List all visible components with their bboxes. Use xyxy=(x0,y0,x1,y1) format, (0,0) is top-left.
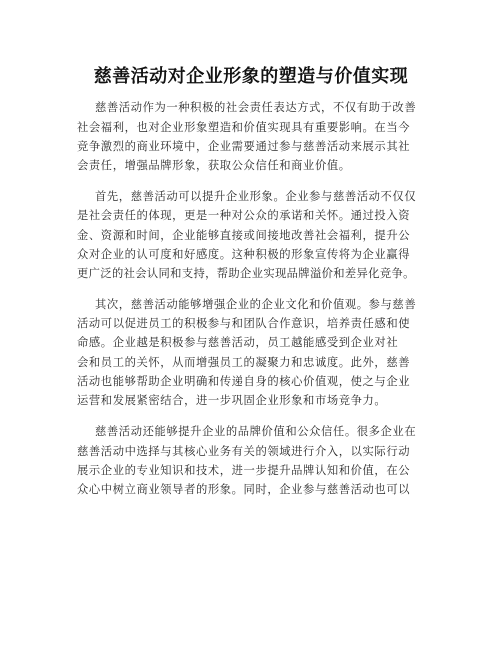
paragraph-3-line-2: 活动可以促进员工的积极参与和团队合作意识，培养责任感和使 xyxy=(77,317,411,330)
paragraph-4-line-3: 展示企业的专业知识和技术，进一步提升品牌认知和价值，在公 xyxy=(77,464,411,477)
paragraph-2-line-2: 是社会责任的体现，更是一种对公众的承诺和关怀。通过投入资 xyxy=(77,209,411,222)
paragraph-4-line-4: 众心中树立商业领导者的形象。同时，企业参与慈善活动也可以 xyxy=(77,483,411,496)
document-title: 慈善活动对企业形象的塑造与价值实现 xyxy=(93,66,409,87)
paragraph-1-line-4: 会责任，增强品牌形象，获取公众信任和商业价值。 xyxy=(77,159,351,172)
paragraph-3-line-6: 运营和发展紧密结合，进一步巩固企业形象和市场竞争力。 xyxy=(77,394,387,407)
paragraph-2-line-4: 众对企业的认可度和好感度。这种积极的形象宣传将为企业赢得 xyxy=(77,248,411,261)
paragraph-2-line-1: 首先，慈善活动可以提升企业形象。企业参与慈善活动不仅仅 xyxy=(95,190,417,203)
paragraph-2-line-3: 金、资源和时间，企业能够直接或间接地改善社会福利，提升公 xyxy=(77,229,411,242)
paragraph-2-line-5: 更广泛的社会认同和支持，帮助企业实现品牌溢价和差异化竞争。 xyxy=(77,267,415,280)
paragraph-1-line-3: 竞争激烈的商业环境中，企业需要通过参与慈善活动来展示其社 xyxy=(77,140,411,153)
paragraph-4-line-2: 慈善活动中选择与其核心业务有关的领域进行介入，以实际行动 xyxy=(77,445,411,458)
paragraph-3-line-3: 命感。企业越是积极参与慈善活动，员工越能感受到企业对社 xyxy=(77,336,399,349)
paragraph-4-line-1: 慈善活动还能够提升企业的品牌价值和公众信任。很多企业在 xyxy=(95,425,417,438)
paragraph-1-line-1: 慈善活动作为一种积极的社会责任表达方式，不仅有助于改善 xyxy=(95,101,417,114)
paragraph-3-line-1: 其次，慈善活动能够增强企业的企业文化和价值观。参与慈善 xyxy=(95,298,417,311)
paragraph-3-line-5: 活动也能够帮助企业明确和传递自身的核心价值观，使之与企业 xyxy=(77,375,411,388)
paragraph-1-line-2: 社会福利，也对企业形象塑造和价值实现具有重要影响。在当今 xyxy=(77,121,411,134)
paragraph-3-line-4: 会和员工的关怀，从而增强员工的凝聚力和忠诚度。此外，慈善 xyxy=(77,356,411,369)
